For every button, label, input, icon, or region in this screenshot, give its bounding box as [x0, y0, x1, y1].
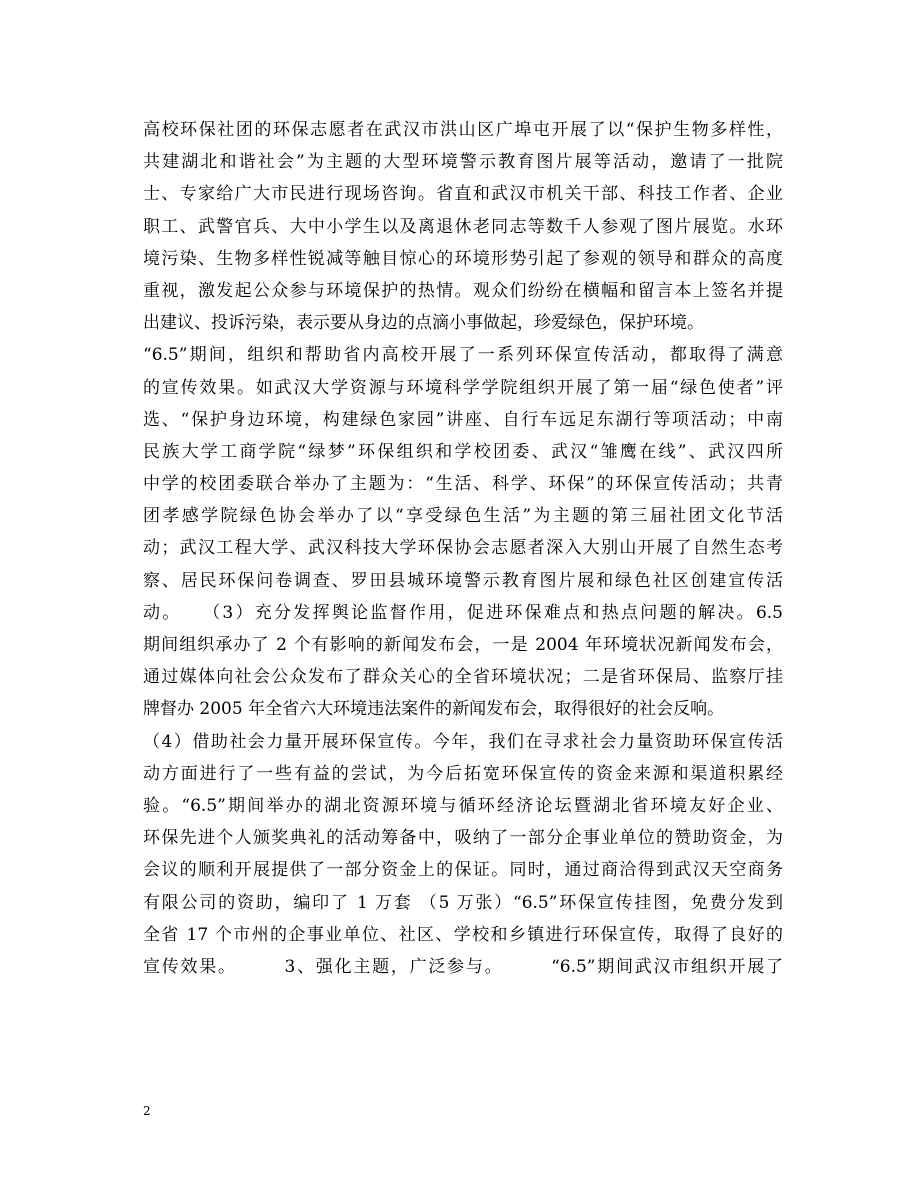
text-line: 验。“6.5”期间举办的湖北资源环境与循环经济论坛暨湖北省环境友好企业、	[143, 795, 783, 816]
text-line: 士、专家给广大市民进行现场咨询。省直和武汉市机关干部、科技工作者、企业	[143, 184, 783, 205]
text-line: 动。 （3）充分发挥舆论监督作用，促进环保难点和热点问题的解决。6.5	[143, 602, 783, 623]
text-line: 期间组织承办了 2 个有影响的新闻发布会，一是 2004 年环境状况新闻发布会，	[143, 635, 783, 655]
text-line: 动方面进行了一些有益的尝试，为今后拓宽环保宣传的资金来源和渠道积累经	[143, 763, 783, 784]
text-line: 中学的校团委联合举办了主题为：“生活、科学、环保”的环保宣传活动；共青	[143, 474, 783, 495]
text-line: 动；武汉工程大学、武汉科技大学环保协会志愿者深入大别山开展了自然生态考	[143, 538, 783, 559]
text-line: 全省 17 个市州的企事业单位、社区、学校和乡镇进行环保宣传，取得了良好的	[143, 924, 783, 945]
text-line: 有限公司的资助，编印了 1 万套 （5 万张）“6.5”环保宣传挂图，免费分发到	[143, 892, 783, 913]
text-line: 团孝感学院绿色协会举办了以“享受绿色生活”为主题的第三届社团文化节活	[143, 506, 783, 527]
text-line: 重视，激发起公众参与环境保护的热情。观众们纷纷在横幅和留言本上签名并提	[143, 280, 783, 301]
text-line: 通过媒体向社会公众发布了群众关心的全省环境状况；二是省环保局、监察厅挂	[143, 667, 783, 688]
text-line: 的宣传效果。如武汉大学资源与环境科学学院组织开展了第一届“绿色使者”评	[143, 377, 783, 398]
text-line: （4）借助社会力量开展环保宣传。今年，我们在寻求社会力量资助环保宣传活	[143, 731, 783, 752]
text-line: 职工、武警官兵、大中小学生以及离退休老同志等数千人参观了图片展览。水环	[143, 216, 783, 237]
text-line: 环保先进个人颁奖典礼的活动筹备中，吸纳了一部分企事业单位的赞助资金，为	[143, 828, 783, 849]
text-line: 共建湖北和谐社会”为主题的大型环境警示教育图片展等活动，邀请了一批院	[143, 152, 783, 173]
text-line: 察、居民环保问卷调查、罗田县城环境警示教育图片展和绿色社区创建宣传活	[143, 570, 783, 591]
text-line: 会议的顺利开展提供了一部分资金上的保证。同时，通过商洽得到武汉天空商务	[143, 860, 783, 881]
text-line: 出建议、投诉污染，表示要从身边的点滴小事做起，珍爱绿色，保护环境。	[143, 313, 704, 334]
text-line: 境污染、生物多样性锐减等触目惊心的环境形势引起了参观的领导和群众的高度	[143, 248, 783, 269]
text-line: 选、“保护身边环境，构建绿色家园”讲座、自行车远足东湖行等项活动；中南	[143, 409, 783, 430]
text-line: 民族大学工商学院“绿梦”环保组织和学校团委、武汉“雏鹰在线”、武汉四所	[143, 441, 783, 462]
text-line: 高校环保社团的环保志愿者在武汉市洪山区广埠屯开展了以“保护生物多样性，	[143, 120, 783, 140]
page-number: 2	[143, 1104, 151, 1118]
text-line: 牌督办 2005 年全省六大环境违法案件的新闻发布会，取得很好的社会反响。	[143, 699, 725, 720]
body-text	[143, 114, 783, 983]
text-line: 宣传效果。 3、强化主题，广泛参与。 “6.5”期间武汉市组织开展了	[143, 956, 783, 977]
text-line: “6.5”期间，组织和帮助省内高校开展了一系列环保宣传活动，都取得了满意	[143, 345, 783, 366]
